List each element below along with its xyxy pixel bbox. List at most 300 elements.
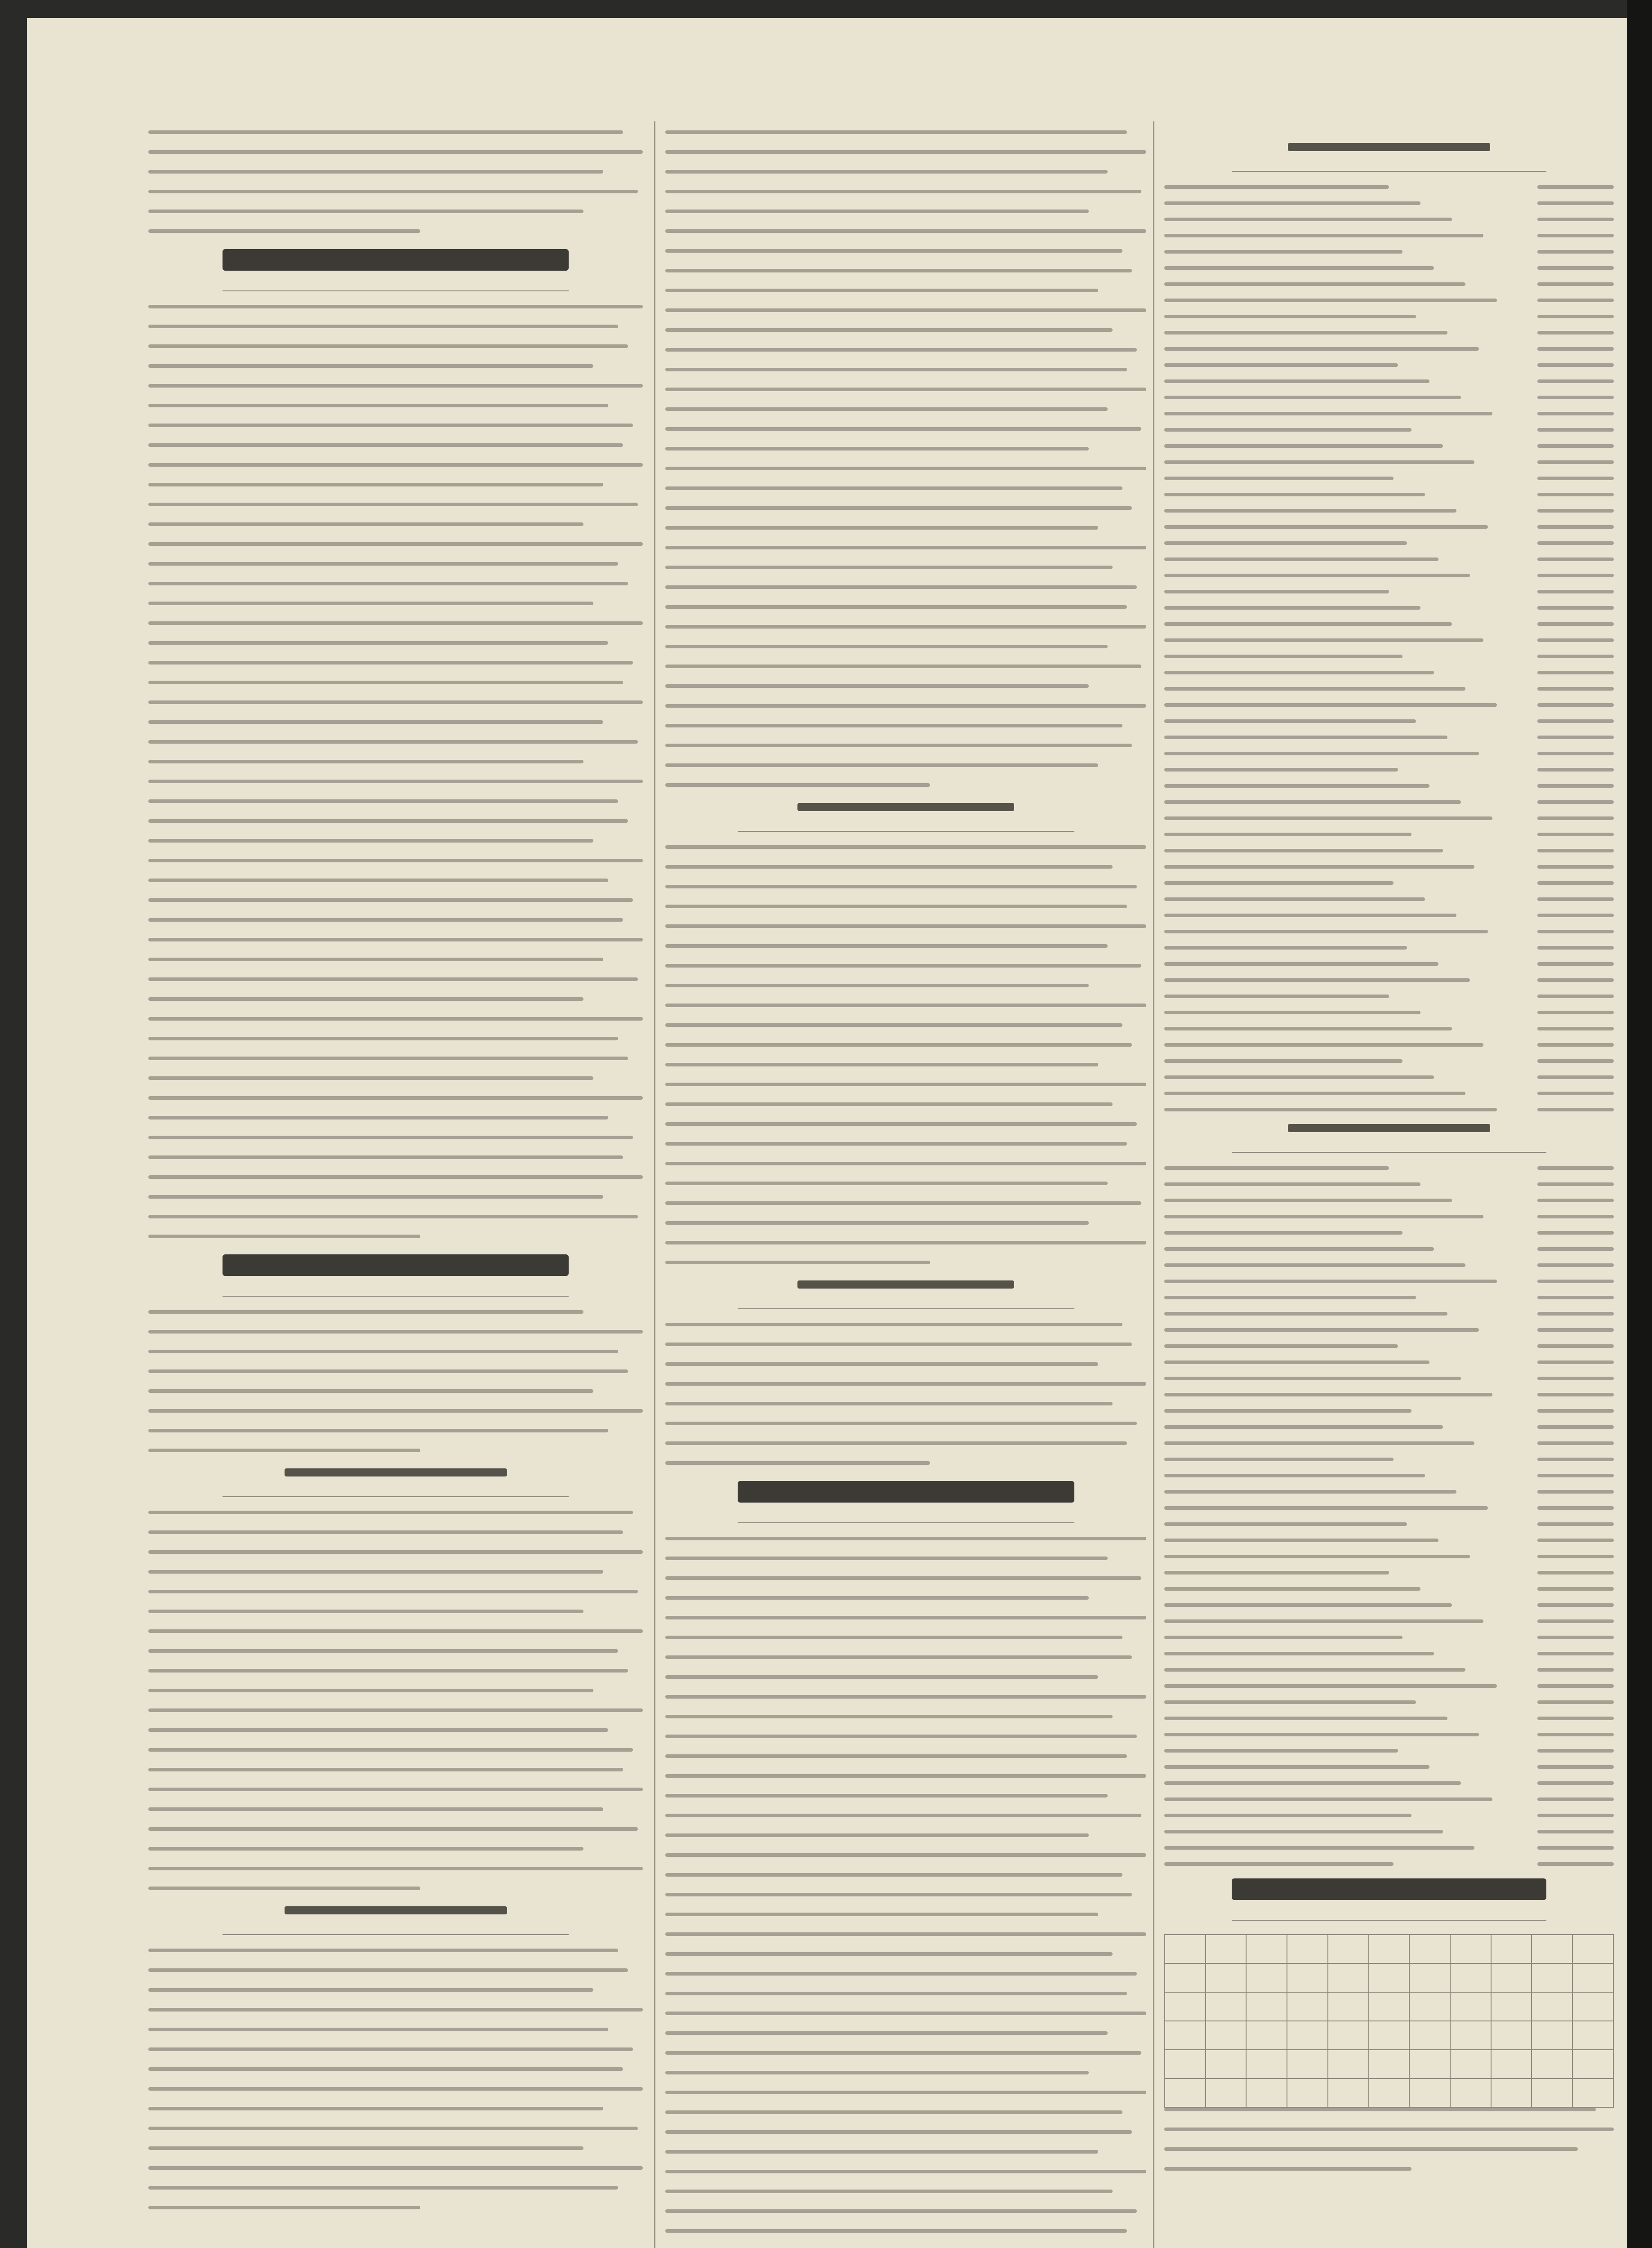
divider: [223, 1934, 569, 1935]
rate-row: [1164, 1781, 1614, 1785]
rate-row: [1164, 1108, 1614, 1111]
text-line: [148, 1550, 643, 1554]
rate-row: [1164, 768, 1614, 772]
rate-row: [1164, 1603, 1614, 1607]
rate-row: [1164, 1506, 1614, 1510]
rate-row: [1164, 460, 1614, 464]
text-line: [665, 2150, 1098, 2154]
text-line: [665, 1735, 1137, 1738]
divider: [223, 1296, 569, 1297]
text-line: [665, 467, 1146, 470]
rate-row: [1164, 1684, 1614, 1688]
text-line: [148, 130, 623, 134]
rate-row: [1164, 1011, 1614, 1014]
text-line: [148, 1788, 643, 1791]
rate-row: [1164, 396, 1614, 399]
text-line: [665, 506, 1132, 510]
rate-row: [1164, 1490, 1614, 1494]
rate-row: [1164, 541, 1614, 545]
text-line: [148, 522, 583, 526]
text-line: [665, 348, 1137, 352]
text-line: [148, 602, 593, 605]
text-line: [665, 783, 930, 787]
section-heading: [665, 1481, 1146, 1504]
text-line: [148, 740, 638, 744]
rate-row: [1164, 1043, 1614, 1047]
text-line: [1164, 2128, 1614, 2131]
text-line: [665, 1004, 1146, 1007]
text-line: [148, 1389, 593, 1393]
text-line: [665, 605, 1127, 609]
rate-row: [1164, 412, 1614, 415]
text-line: [665, 1952, 1113, 1956]
article-heading: [1164, 143, 1614, 153]
rate-row: [1164, 881, 1614, 885]
text-line: [148, 1155, 623, 1159]
rate-row: [1164, 1182, 1614, 1186]
rate-row: [1164, 833, 1614, 836]
rate-row: [1164, 800, 1614, 804]
rate-row: [1164, 493, 1614, 496]
text-line: [148, 1708, 643, 1712]
rate-row: [1164, 1846, 1614, 1850]
text-line: [148, 1949, 618, 1952]
text-line: [148, 2206, 420, 2209]
text-line: [148, 150, 643, 154]
rate-row: [1164, 897, 1614, 901]
text-line: [665, 1043, 1132, 1047]
text-line: [148, 170, 603, 174]
text-line: [665, 645, 1108, 648]
text-line: [148, 958, 603, 961]
text-line: [665, 625, 1146, 629]
text-line: [665, 150, 1146, 154]
rate-row: [1164, 1830, 1614, 1833]
rate-row: [1164, 930, 1614, 933]
text-line: [148, 229, 420, 233]
column-rule-left: [654, 121, 655, 2248]
text-line: [148, 463, 643, 467]
text-line: [148, 760, 583, 763]
rate-row: [1164, 719, 1614, 723]
weather-table: [1164, 1934, 1614, 2108]
rate-row: [1164, 1280, 1614, 1283]
rate-row: [1164, 703, 1614, 707]
text-line: [665, 964, 1141, 968]
rate-row: [1164, 1749, 1614, 1753]
text-line: [665, 1616, 1146, 1619]
text-line: [665, 1083, 1146, 1086]
text-line: [665, 1201, 1141, 1205]
rate-row: [1164, 671, 1614, 674]
text-line: [665, 2209, 1137, 2213]
rate-row: [1164, 1717, 1614, 1720]
rate-row: [1164, 1636, 1614, 1639]
text-line: [665, 368, 1127, 371]
text-line: [665, 885, 1137, 888]
text-line: [148, 918, 623, 922]
text-line: [148, 2107, 603, 2110]
text-line: [148, 344, 628, 348]
rate-row: [1164, 655, 1614, 658]
text-line: [148, 1728, 608, 1732]
text-line: [665, 684, 1089, 688]
rate-row: [1164, 477, 1614, 480]
text-line: [148, 1610, 583, 1613]
column-middle: [665, 130, 1146, 2248]
text-line: [665, 1402, 1113, 1405]
text-line: [148, 641, 608, 645]
text-line: [148, 2186, 618, 2190]
text-line: [148, 938, 643, 941]
rate-row: [1164, 1652, 1614, 1655]
text-line: [148, 1807, 603, 1811]
text-line: [665, 1814, 1141, 1817]
rate-row: [1164, 1296, 1614, 1299]
text-line: [148, 977, 638, 981]
text-line: [665, 2071, 1089, 2074]
rate-row: [1164, 946, 1614, 950]
rate-row: [1164, 1474, 1614, 1477]
rate-row: [1164, 1619, 1614, 1623]
text-line: [148, 1116, 608, 1120]
text-line: [148, 190, 638, 193]
text-line: [148, 1017, 643, 1021]
text-line: [665, 2170, 1146, 2173]
rate-row: [1164, 752, 1614, 755]
article-heading: [665, 803, 1146, 813]
rate-row: [1164, 1215, 1614, 1218]
text-line: [148, 1649, 618, 1653]
rate-row: [1164, 1700, 1614, 1704]
text-line: [665, 704, 1146, 708]
rate-row: [1164, 234, 1614, 237]
text-line: [665, 1261, 930, 1264]
text-line: [665, 2110, 1122, 2114]
text-line: [1164, 2147, 1578, 2151]
column-right: [1164, 130, 1614, 2248]
text-line: [148, 2146, 583, 2150]
rate-row: [1164, 784, 1614, 788]
text-line: [148, 1215, 638, 1218]
text-line: [148, 1511, 633, 1514]
rate-row: [1164, 622, 1614, 626]
text-line: [665, 763, 1098, 767]
text-line: [148, 1195, 603, 1199]
text-line: [148, 780, 643, 783]
text-line: [148, 2087, 643, 2091]
text-line: [665, 1461, 930, 1465]
rate-row: [1164, 1441, 1614, 1445]
rate-row: [1164, 1862, 1614, 1866]
rate-row: [1164, 816, 1614, 820]
text-line: [665, 566, 1113, 569]
text-line: [148, 1669, 628, 1673]
rate-row: [1164, 1263, 1614, 1267]
text-line: [148, 443, 623, 447]
text-line: [148, 1310, 583, 1314]
text-line: [665, 1182, 1108, 1185]
text-line: [665, 289, 1098, 292]
text-line: [148, 1057, 628, 1060]
rate-row: [1164, 1199, 1614, 1202]
divider: [1232, 1920, 1546, 1921]
rate-row: [1164, 558, 1614, 561]
rate-row: [1164, 444, 1614, 448]
rate-row: [1164, 1393, 1614, 1396]
column-left: [148, 130, 643, 2248]
text-line: [148, 819, 628, 823]
text-line: [665, 1122, 1137, 1126]
section-heading: [148, 1254, 643, 1278]
text-line: [148, 1827, 638, 1831]
text-line: [665, 407, 1108, 411]
text-line: [665, 865, 1113, 869]
text-line: [148, 325, 618, 328]
rate-row: [1164, 1668, 1614, 1672]
text-line: [665, 526, 1098, 530]
text-line: [148, 364, 593, 368]
text-line: [148, 1449, 420, 1452]
text-line: [665, 1162, 1146, 1165]
divider: [738, 831, 1074, 832]
rate-row: [1164, 331, 1614, 335]
text-line: [148, 1096, 643, 1100]
text-line: [665, 1323, 1122, 1326]
text-line: [148, 799, 618, 803]
text-line: [665, 1972, 1137, 1976]
rate-row: [1164, 849, 1614, 852]
rate-row: [1164, 1733, 1614, 1736]
text-line: [148, 661, 633, 665]
text-line: [148, 542, 643, 546]
rate-row: [1164, 1555, 1614, 1558]
rate-row: [1164, 1425, 1614, 1429]
newspaper-page: [27, 18, 1627, 2248]
text-line: [148, 1350, 618, 1353]
rate-row: [1164, 978, 1614, 982]
rate-row: [1164, 1312, 1614, 1316]
text-line: [665, 1913, 1098, 1916]
text-line: [148, 1988, 593, 1992]
text-line: [148, 582, 628, 585]
rate-row: [1164, 428, 1614, 432]
rate-row: [1164, 1571, 1614, 1574]
text-line: [665, 585, 1137, 589]
text-line: [148, 2047, 633, 2051]
rate-row: [1164, 865, 1614, 869]
text-line: [148, 1175, 643, 1179]
rate-row: [1164, 995, 1614, 998]
text-line: [665, 1422, 1137, 1425]
text-line: [665, 1853, 1146, 1857]
text-line: [665, 2012, 1146, 2015]
divider: [1232, 1152, 1546, 1153]
text-line: [665, 1221, 1089, 1225]
text-line: [665, 2229, 1127, 2233]
divider: [223, 1496, 569, 1497]
rate-row: [1164, 299, 1614, 302]
text-line: [665, 2130, 1132, 2134]
text-line: [665, 269, 1132, 272]
text-line: [148, 483, 603, 486]
text-line: [665, 249, 1122, 253]
text-line: [665, 1715, 1113, 1718]
text-line: [665, 130, 1127, 134]
text-line: [148, 839, 593, 843]
rate-row: [1164, 1409, 1614, 1413]
text-line: [665, 1241, 1146, 1244]
rate-row: [1164, 1092, 1614, 1095]
text-line: [665, 1596, 1089, 1600]
rate-row: [1164, 1458, 1614, 1461]
article-heading: [1164, 1124, 1614, 1134]
rate-row: [1164, 266, 1614, 270]
rate-row: [1164, 638, 1614, 642]
rate-row: [1164, 1344, 1614, 1348]
text-line: [148, 1847, 583, 1851]
section-heading: [1164, 1878, 1614, 1902]
text-line: [665, 1932, 1146, 1936]
text-line: [148, 1330, 643, 1334]
text-line: [665, 1063, 1098, 1066]
text-line: [148, 1530, 623, 1534]
text-line: [148, 1748, 633, 1752]
text-line: [148, 2166, 643, 2170]
text-line: [665, 2051, 1141, 2055]
text-line: [148, 1867, 643, 1870]
rate-row: [1164, 1231, 1614, 1235]
article-heading: [148, 1906, 643, 1916]
text-line: [665, 308, 1146, 312]
text-line: [148, 681, 623, 684]
rate-row: [1164, 525, 1614, 529]
rate-row: [1164, 606, 1614, 610]
text-line: [148, 1768, 623, 1771]
text-line: [665, 328, 1113, 332]
divider: [738, 1308, 1074, 1309]
text-line: [148, 1235, 420, 1238]
text-line: [148, 210, 583, 213]
rate-row: [1164, 1247, 1614, 1251]
text-line: [148, 1887, 420, 1890]
text-line: [148, 898, 633, 902]
text-line: [665, 984, 1089, 987]
rate-row: [1164, 1522, 1614, 1526]
article-heading: [148, 1468, 643, 1478]
text-line: [665, 724, 1122, 727]
text-line: [148, 1136, 633, 1139]
text-line: [665, 2091, 1146, 2094]
rate-row: [1164, 687, 1614, 691]
text-line: [665, 546, 1146, 549]
text-line: [148, 404, 608, 407]
text-line: [148, 562, 618, 566]
text-line: [148, 1409, 643, 1413]
text-line: [148, 2067, 623, 2071]
text-line: [1164, 2167, 1412, 2171]
text-line: [665, 1675, 1098, 1679]
divider: [223, 290, 569, 291]
text-line: [665, 1774, 1146, 1778]
rate-row: [1164, 315, 1614, 318]
text-line: [665, 170, 1108, 174]
rate-row: [1164, 1166, 1614, 1170]
text-line: [665, 229, 1146, 233]
text-line: [148, 859, 643, 862]
text-line: [665, 1142, 1127, 1146]
text-line: [665, 1794, 1108, 1798]
text-line: [148, 2127, 638, 2130]
rate-row: [1164, 1798, 1614, 1801]
rate-row: [1164, 1059, 1614, 1063]
text-line: [148, 1590, 638, 1593]
text-line: [665, 1102, 1113, 1106]
text-line: [665, 1655, 1132, 1659]
text-line: [148, 700, 643, 704]
rate-row: [1164, 1075, 1614, 1079]
rate-row: [1164, 282, 1614, 286]
rate-row: [1164, 1587, 1614, 1591]
rate-row: [1164, 962, 1614, 966]
text-line: [148, 503, 638, 506]
rate-row: [1164, 1539, 1614, 1542]
text-line: [665, 1382, 1146, 1386]
text-line: [665, 1893, 1132, 1896]
rate-row: [1164, 736, 1614, 739]
divider: [738, 1522, 1074, 1523]
text-line: [665, 447, 1089, 450]
text-line: [665, 427, 1141, 431]
text-line: [665, 1833, 1089, 1837]
text-line: [665, 2031, 1108, 2035]
text-line: [148, 1429, 608, 1432]
text-line: [148, 1689, 593, 1692]
rate-row: [1164, 1328, 1614, 1332]
rate-row: [1164, 201, 1614, 205]
rate-row: [1164, 1027, 1614, 1030]
text-line: [148, 879, 608, 882]
text-line: [665, 1343, 1132, 1346]
text-line: [665, 944, 1108, 948]
text-line: [1164, 2108, 1596, 2111]
text-line: [148, 997, 583, 1001]
text-line: [665, 1754, 1127, 1758]
text-line: [148, 1629, 643, 1633]
rate-row: [1164, 1814, 1614, 1817]
text-line: [665, 1557, 1108, 1560]
binding-edge: [1627, 0, 1652, 2248]
text-line: [148, 1369, 628, 1373]
text-line: [665, 1023, 1122, 1027]
rate-row: [1164, 1377, 1614, 1380]
text-line: [665, 905, 1127, 908]
text-line: [148, 621, 643, 625]
rate-row: [1164, 590, 1614, 593]
section-heading: [148, 249, 643, 272]
text-line: [148, 1968, 628, 1972]
rate-row: [1164, 218, 1614, 221]
rate-row: [1164, 363, 1614, 367]
text-line: [665, 1441, 1127, 1445]
text-line: [665, 845, 1146, 849]
text-line: [665, 1362, 1098, 1366]
text-line: [665, 744, 1132, 747]
rate-row: [1164, 379, 1614, 383]
article-heading: [665, 1280, 1146, 1290]
text-line: [148, 1076, 593, 1080]
text-line: [665, 665, 1141, 668]
